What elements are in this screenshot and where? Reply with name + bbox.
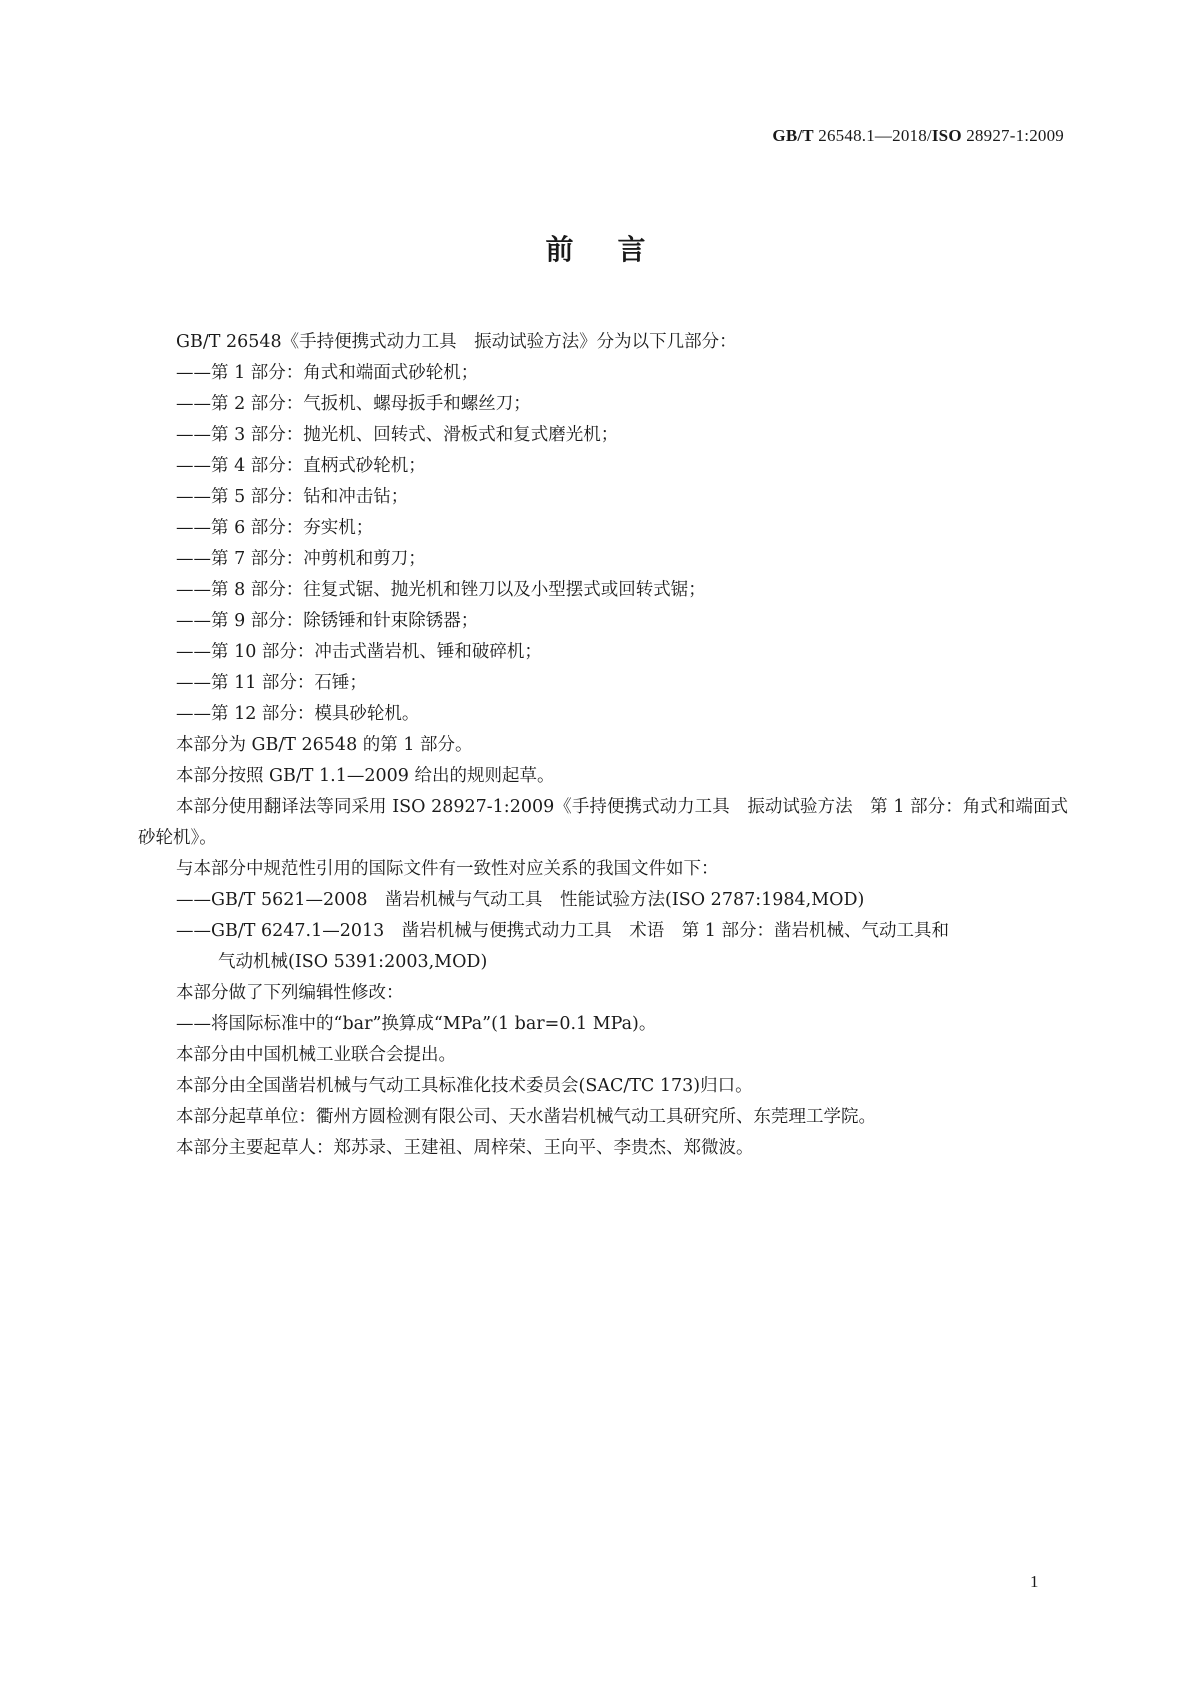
iso-number: 28927-1:2009 — [961, 126, 1064, 145]
part-item: ——第 11 部分：石锤； — [176, 673, 367, 693]
page-title: 前言 — [545, 233, 690, 266]
part-item: ——第 8 部分：往复式锯、抛光机和锉刀以及小型摆式或回转式锯； — [176, 580, 706, 600]
this-part-paragraph: 本部分为 GB/T 26548 的第 1 部分。 — [176, 735, 473, 755]
reference-item: ——GB/T 5621—2008 凿岩机械与气动工具 性能试验方法(ISO 2787:1984,MOD) — [176, 890, 865, 910]
standard-code-header — [772, 126, 1064, 146]
drafting-rules-paragraph: 本部分按照 GB/T 1.1—2009 给出的规则起草。 — [176, 766, 555, 786]
drafting-units-paragraph: 本部分起草单位：衢州方圆检测有限公司、天水凿岩机械气动工具研究所、东莞理工学院。 — [176, 1107, 876, 1127]
part-item: ——第 3 部分：抛光机、回转式、滑板式和复式磨光机； — [176, 425, 619, 445]
page-number: 1 — [1030, 1572, 1039, 1591]
part-item: ——第 5 部分：钻和冲击钻； — [176, 487, 409, 507]
iso-prefix: ISO — [931, 126, 962, 145]
part-item: ——第 6 部分：夯实机； — [176, 518, 374, 538]
proposed-by-paragraph: 本部分由中国机械工业联合会提出。 — [176, 1045, 456, 1065]
reference-item-continuation: 气动机械(ISO 5391:2003,MOD) — [218, 952, 488, 972]
part-item: ——第 4 部分：直柄式砂轮机； — [176, 456, 426, 476]
part-item: ——第 10 部分：冲击式凿岩机、锤和破碎机； — [176, 642, 542, 662]
edit-item: ——将国际标准中的“bar”换算成“MPa”(1 bar=0.1 MPa)。 — [176, 1014, 657, 1034]
code-prefix: GB/T — [772, 126, 814, 145]
intro-paragraph: GB/T 26548《手持便携式动力工具 振动试验方法》分为以下几部分： — [176, 332, 737, 352]
part-item: ——第 7 部分：冲剪机和剪刀； — [176, 549, 426, 569]
part-item: ——第 2 部分：气扳机、螺母扳手和螺丝刀； — [176, 394, 531, 414]
part-item: ——第 12 部分：模具砂轮机。 — [176, 704, 420, 724]
translation-paragraph: 本部分使用翻译法等同采用 ISO 28927-1:2009《手持便携式动力工具 振动试验方法 第 1 部分：角式和端面式砂轮机》。 — [138, 797, 1068, 848]
edits-intro-paragraph: 本部分做了下列编辑性修改： — [176, 983, 404, 1003]
part-item: ——第 1 部分：角式和端面式砂轮机； — [176, 363, 479, 383]
foreword-body — [138, 327, 1068, 1164]
drafters-paragraph: 本部分主要起草人：郑苏录、王建祖、周梓荣、王向平、李贵杰、郑微波。 — [176, 1138, 754, 1158]
reference-item: ——GB/T 6247.1—2013 凿岩机械与便携式动力工具 术语 第 1 部分：凿岩机械、气动工具和 — [176, 921, 949, 941]
code-number: 26548.1—2018/ — [813, 126, 932, 145]
jurisdiction-paragraph: 本部分由全国凿岩机械与气动工具标准化技术委员会(SAC/TC 173)归口。 — [176, 1076, 753, 1096]
part-item: ——第 9 部分：除锈锤和针束除锈器； — [176, 611, 479, 631]
correspondence-paragraph: 与本部分中规范性引用的国际文件有一致性对应关系的我国文件如下： — [176, 859, 719, 879]
